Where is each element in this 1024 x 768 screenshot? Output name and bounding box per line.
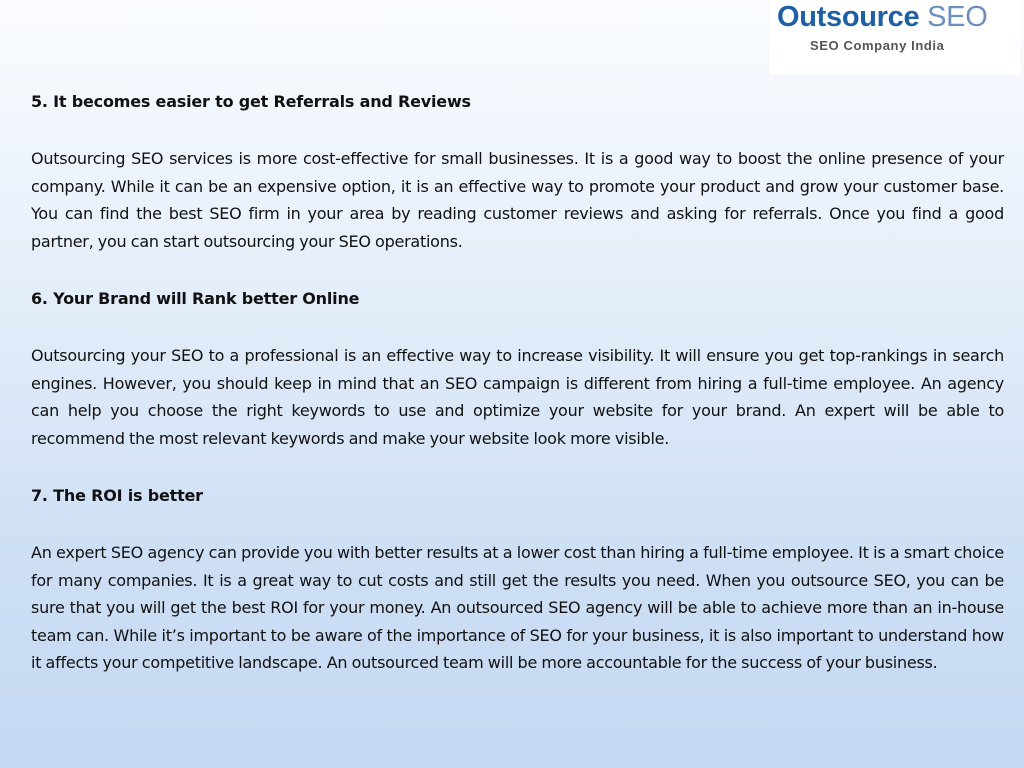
section-6-heading: 6. Your Brand will Rank better Online (31, 289, 360, 308)
logo-word-outsource: Outsource (777, 1, 920, 33)
section-7-heading: 7. The ROI is better (31, 486, 203, 505)
section-5-heading: 5. It becomes easier to get Referrals and Reviews (31, 92, 471, 111)
company-logo (769, 0, 1021, 75)
logo-title (777, 0, 987, 34)
logo-tagline: SEO Company India (810, 38, 945, 53)
slide-content (31, 88, 1004, 677)
logo-word-seo: SEO (927, 1, 988, 33)
section-6-body: Outsourcing your SEO to a professional is an effective way to increase visibility. It will ensure you get top-rankings in search engines. However, you should keep in mind that an SEO campaign is different from hiring a full-time employee. An agency can help you choose the right keywords to use and optimize your website for your brand. An expert will be able to recommend the most relevant keywords and make your website look more visible. (31, 346, 1004, 448)
section-5-body: Outsourcing SEO services is more cost-effective for small businesses. It is a good way to boost the online presence of your company. While it can be an expensive option, it is an effective way to promote your product and grow your customer base. You can find the best SEO firm in your area by reading customer reviews and asking for referrals. Once you find a good partner, you can start outsourcing your SEO operations. (31, 149, 1004, 251)
section-7-body: An expert SEO agency can provide you with better results at a lower cost than hiring a full-time employee. It is a smart choice for many companies. It is a great way to cut costs and still get the results you need. When you outsource SEO, you can be sure that you will get the best ROI for your money. An outsourced SEO agency will be able to achieve more than an in-house team can. While it’s important to be aware of the importance of SEO for your business, it is also important to understand how it affects your competitive landscape. An outsourced team will be more accountable for the success of your business. (31, 543, 1004, 672)
